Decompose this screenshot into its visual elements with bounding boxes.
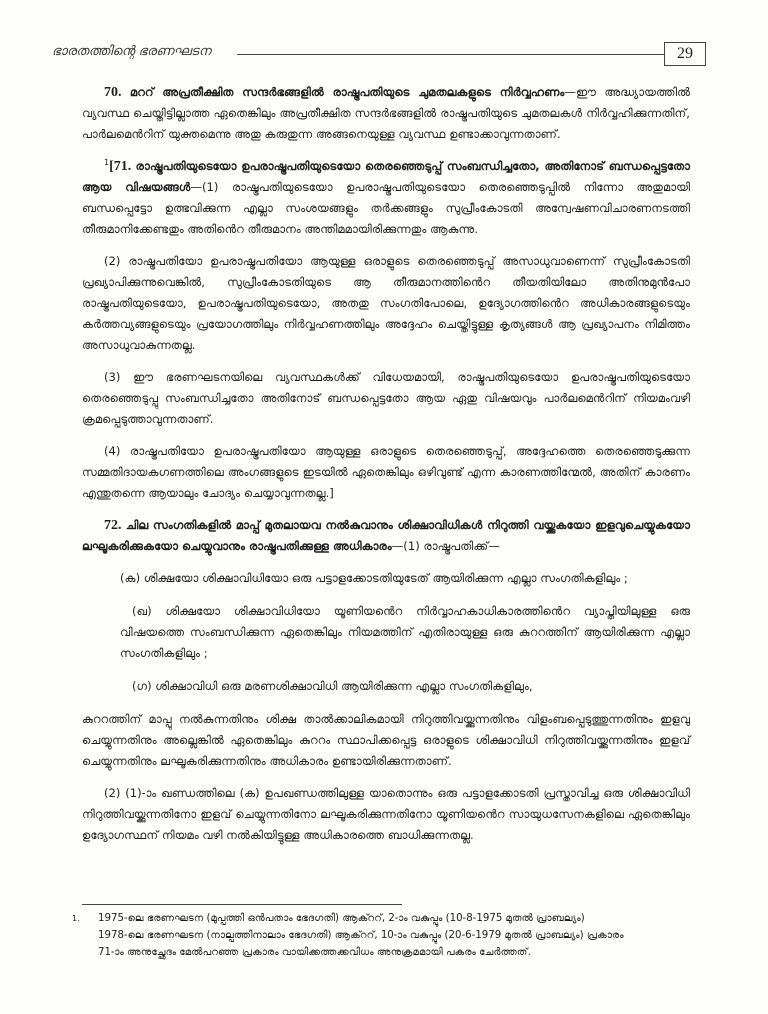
article-71-number: [71. (109, 159, 132, 174)
footnotes (72, 910, 692, 961)
article-70 (82, 82, 690, 145)
page-number: 29 (664, 42, 706, 66)
article-71-clause-4: (4) രാഷ്ട്രപതിയോ ഉപരാഷ്ട്രപതിയോ ആയുള്ള ഒരാളുടെ തെരഞ്ഞെടുപ്പ്, അദ്ദേഹത്തെ തെരഞ്ഞെടുക്കുന്ന സമ്മതിദായകഗണത്തിലെ അംഗങ്ങളുടെ ഇടയിൽ ഏതെങ്കിലും ഒഴിവുണ്ട് എന്ന കാരണത്തിന്മേൽ, അതിന് കാരണം എന്തുതന്നെ ആയാലും ചോദ്യം ചെയ്യാവുന്നതല്ല.] (82, 444, 690, 500)
article-72-lead: —(1) രാഷ്ട്രപതിക്ക്— (391, 539, 500, 553)
article-70-number: 70. (104, 85, 122, 100)
footnote-rule (82, 904, 402, 905)
article-72-tail: കുററത്തിന് മാപ്പു നൽകുന്നതിനും ശിക്ഷ താൽക്കാലികമായി നിറുത്തിവയ്ക്കുന്നതിനും വിളംബപ്പെടുത്തുന്നതിനും ഇളവു ചെയ്യുന്നതിനും അല്ലെങ്കിൽ ഏതെങ്കിലും കുററം സ്ഥാപിക്കപ്പെട്ട ഒരാളുടെ ശിക്ഷാവിധി നിറുത്തിവയ്ക്കുന്നതിനും ഇളവ് ചെയ്യുന്നതിനും ലഘൂകരിക്കുന്നതിനും അധികാരം ഉണ്ടായിരിക്കുന്നതാണ്. (82, 712, 690, 768)
article-72-number: 72. (104, 518, 122, 533)
article-71-clause-2: (2) രാഷ്ട്രപതിയോ ഉപരാഷ്ട്രപതിയോ ആയുള്ള ഒരാളുടെ തെരഞ്ഞെടുപ്പ് അസാധുവാണെന്ന് സുപ്രീംകോടതി പ്രഖ്യാപിക്കുന്നുവെങ്കിൽ, സുപ്രീംകോടതിയുടെ ആ തീരുമാനത്തിൻെറ തീയതിയിലോ അതിനുമുൻപോ രാഷ്ട്രപതിയുടെയോ, ഉപരാഷ്ട്രപതിയുടെയോ, അതതു സംഗതിപോലെ, ഉദ്യോഗത്തിൻെറ അധികാരങ്ങളുടെയും കർത്തവ്യങ്ങളുടെയും പ്രയോഗത്തിലും നിർവ്വഹണത്തിലും അദ്ദേഹം ചെയ്തിട്ടുള്ള കൃത്യങ്ങൾ ആ പ്രഖ്യാപനം നിമിത്തം അസാധുവാകുന്നതല്ല. (82, 254, 690, 352)
footnote-line-1 (72, 910, 692, 927)
article-71-heading: രാഷ്ട്രപതിയുടെയോ ഉപരാഷ്ട്രപതിയുടെയോ തെരഞ്ഞെടുപ്പ് സംബന്ധിച്ചതോ, അതിനോട് ബന്ധപ്പെട്ടതോ ആയ വിഷയങ്ങൾ (82, 159, 690, 194)
footnote-mark: 1. (72, 914, 80, 923)
article-72 (82, 515, 690, 557)
article-70-text: —ഈ അദ്ധ്യായത്തിൽ വ്യവസ്ഥ ചെയ്തിട്ടില്ലാത്ത ഏതെങ്കിലും അപ്രതീക്ഷിത സന്ദർഭങ്ങളിൽ രാഷ്ട്രപതിയുടെ ചുമതലകൾ നിർവ്വഹിക്കുന്നതിന്, പാർലമെൻറിന് യുക്തമെന്നു അതു കരുതുന്ന അങ്ങനെയുള്ള വ്യവസ്ഥ ഉണ്ടാക്കാവുന്നതാണ്. (82, 85, 690, 141)
footnote-line-2: 1978-ലെ ഭരണഘടന (നാല്പത്തിനാലാം ഭേദഗതി) ആക്ററ്, 10-ാം വകുപ്പും (20-6-1979 മുതൽ പ്രാബല്യം) പ്രകാരം (98, 930, 624, 941)
article-72-heading: ചില സംഗതികളിൽ മാപ്പ് മുതലായവ നൽകുവാനും ശിക്ഷാവിധികൾ നിറുത്തി വയ്ക്കുകയോ ഇളവുചെയ്യുകയോ ലഘൂകരിക്കുകയോ ചെയ്യുവാനും രാഷ്ട്രപതിക്കുള്ള അധികാരം (82, 518, 691, 553)
article-70-heading: മററ് അപ്രതീക്ഷിത സന്ദർഭങ്ങളിൽ രാഷ്ട്രപതിയുടെ ചുമതലകളുടെ നിർവ്വഹണം (129, 85, 565, 99)
article-71-clause-3: (3) ഈ ഭരണഘടനയിലെ വ്യവസ്ഥകൾക്ക് വിധേയമായി, രാഷ്ട്രപതിയുടെയോ ഉപരാഷ്ട്രപതിയുടെയോ തെരഞ്ഞെടുപ്പു സംബന്ധിച്ചതോ അതിനോട് ബന്ധപ്പെട്ടതോ ആയ ഏതു വിഷയവും പാർലമെൻറിന് നിയമംവഴി ക്രമപ്പെടുത്താവുന്നതാണ്. (82, 370, 690, 426)
page-header (52, 42, 692, 68)
footnote-line-3: 71-ാം അനുച്ഛേദം മേൽപറഞ്ഞ പ്രകാരം വായിക്കത്തക്കവിധം അനുക്രമമായി പകരം ചേർത്തത്. (98, 947, 531, 958)
article-71-clause-1-text: —(1) രാഷ്ട്രപതിയുടെയോ ഉപരാഷ്ട്രപതിയുടെയോ തെരഞ്ഞെടുപ്പിൽ നിന്നോ അതുമായി ബന്ധപ്പെട്ടോ ഉത്ഭവിക്കുന്ന എല്ലാ സംശയങ്ങളും തർക്കങ്ങളും സുപ്രീംകോടതി അന്വേഷണവിചാരണനടത്തി തീരുമാനിക്കേണ്ടതും അതിൻെറ തീരുമാനം അന്തിമമായിരിക്കുന്നതും ആകുന്നു. (82, 180, 690, 236)
article-71-footnote-mark: 1 (104, 158, 110, 168)
article-72-sub-clause-b: (ഖ) ശിക്ഷയോ ശിക്ഷാവിധിയോ യൂണിയൻെറ നിർവ്വാഹകാധികാരത്തിൻെറ വ്യാപ്തിയിലുള്ള ഒരു വിഷയത്തെ സംബന്ധിക്കുന്ന ഏതെങ്കിലും നിയമത്തിന് എതിരായുള്ള ഒരു കുററത്തിന് ആയിരിക്കുന്ന എല്ലാ സംഗതികളിലും ; (120, 604, 690, 660)
body-text (82, 82, 690, 857)
article-72-sub-clause-a: (ക) ശിക്ഷയോ ശിക്ഷാവിധിയോ ഒരു പട്ടാളക്കോടതിയുടേത് ആയിരിക്കുന്ന എല്ലാ സംഗതികളിലും ; (120, 571, 628, 585)
header-rule (237, 54, 665, 55)
article-71-clause-1 (82, 156, 690, 240)
footnote-line-1-text: 1975-ലെ ഭരണഘടന (മുപ്പത്തി ഒൻപതാം ഭേദഗതി) ആക്ററ്, 2-ാം വകുപ്പും (10-8-1975 മുതൽ പ്രാബല്യം) (98, 913, 585, 924)
running-title: ഭാരതത്തിന്റെ ഭരണഘടന (52, 44, 211, 59)
article-72-sub-clause-c: (ഗ) ശിക്ഷാവിധി ഒരു മരണശിക്ഷാവിധി ആയിരിക്കുന്ന എല്ലാ സംഗതികളിലും, (132, 679, 533, 693)
article-72-clause-2: (2) (1)-ാം ഖണ്ഡത്തിലെ (ക) ഉപഖണ്ഡത്തിലുള്ള യാതൊന്നും ഒരു പട്ടാളക്കോടതി പ്രസ്താവിച്ച ഒരു ശിക്ഷാവിധി നിറുത്തിവയ്ക്കുന്നതിനോ ഇളവ് ചെയ്യുന്നതിനോ ലഘൂകരിക്കുന്നതിനോ യൂണിയൻെറ സായുധസേനകളിലെ ഏതെങ്കിലും ഉദ്യോഗസ്ഥന് നിയമം വഴി നൽകിയിട്ടുള്ള അധികാരത്തെ ബാധിക്കുന്നതല്ല. (82, 786, 690, 842)
